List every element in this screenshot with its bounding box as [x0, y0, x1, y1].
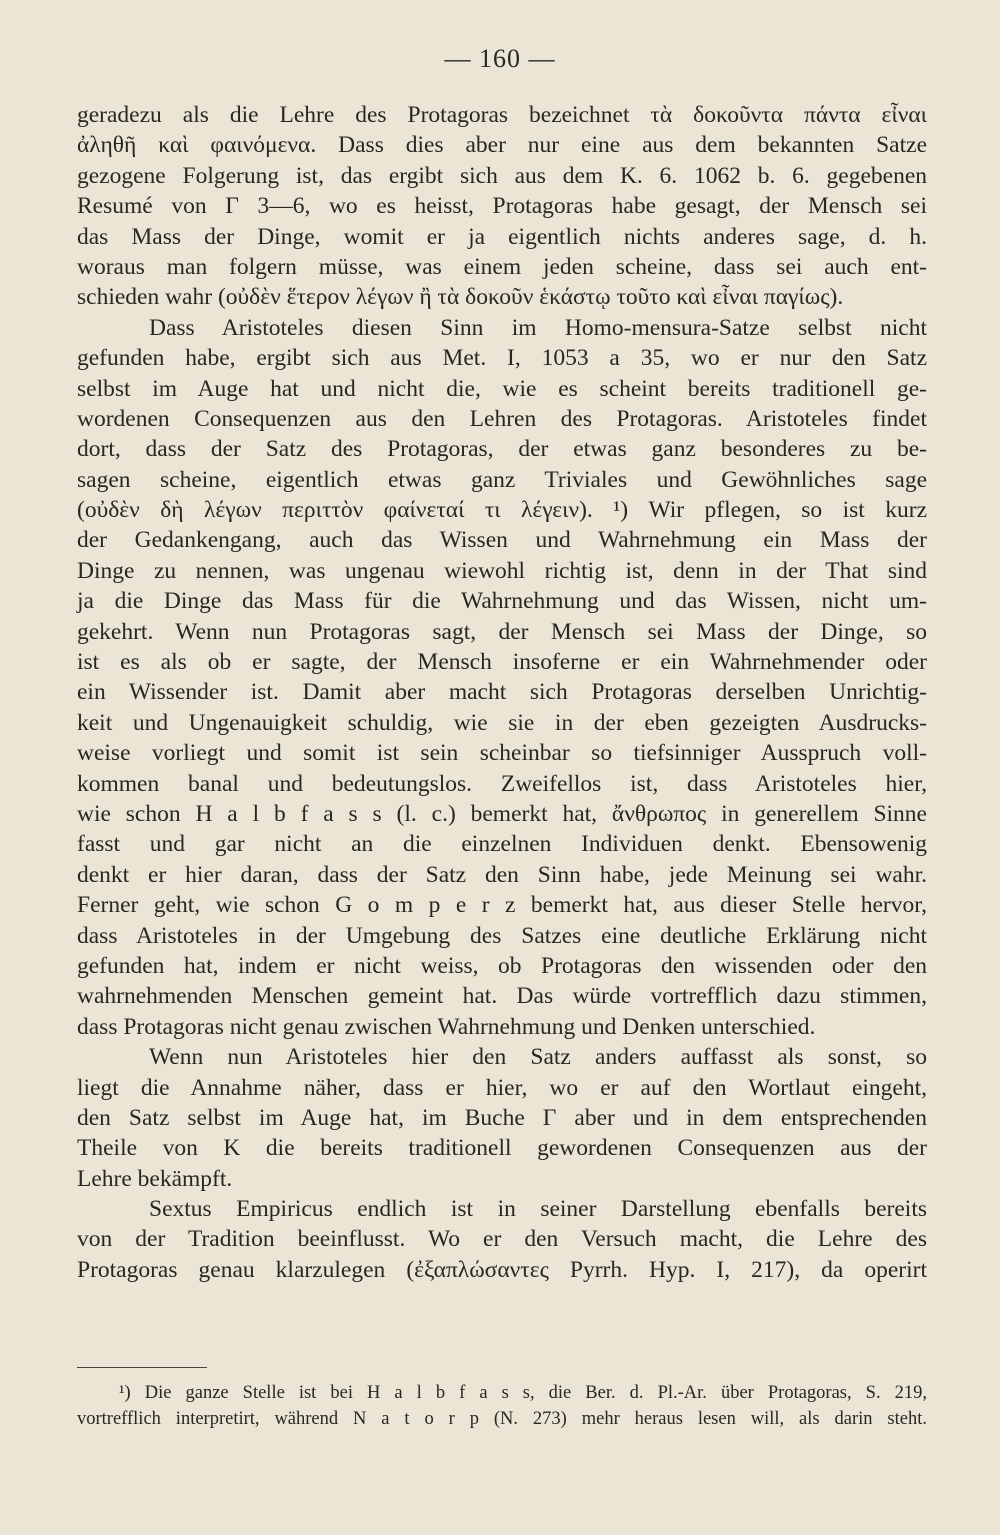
text-line: ἀληθῆ καὶ φαινόμενα. Dass dies aber nur eine aus dem bekannten Satze	[77, 132, 927, 159]
text-line: das Mass der Dinge, womit er ja eigentlich nichts anderes sage, d. h.	[77, 223, 927, 250]
text-line: (οὐδὲν δὴ λέγων περιττὸν φαίνεταί τι λέγειν). ¹) Wir pflegen, so ist kurz	[77, 497, 927, 524]
text-line: kommen banal und bedeutungslos. Zweifellos ist, dass Aristoteles hier,	[77, 770, 927, 797]
text-line: wahrnehmenden Menschen gemeint hat. Das würde vortrefflich dazu stimmen,	[77, 983, 927, 1010]
text-line: fasst und gar nicht an die einzelnen Individuen denkt. Ebensowenig	[77, 831, 927, 858]
text-line: ja die Dinge das Mass für die Wahrnehmung und das Wissen, nicht um-	[77, 588, 927, 615]
text-line: geradezu als die Lehre des Protagoras bezeichnet τὰ δοκοῦντα πάντα εἶναι	[77, 102, 927, 128]
text-line: der Gedankengang, auch das Wissen und Wahrnehmung ein Mass der	[77, 527, 927, 554]
text-line: gefunden habe, ergibt sich aus Met. I, 1053 a 35, wo er nur den Satz	[77, 345, 927, 372]
text-line: gefunden hat, indem er nicht weiss, ob Protagoras den wissenden oder den	[77, 952, 927, 979]
text-line: wordenen Consequenzen aus den Lehren des Protagoras. Aristoteles findet	[77, 405, 927, 432]
text-line: Wenn nun Aristoteles hier den Satz anders auffasst als sonst, so	[149, 1044, 927, 1071]
text-line: denkt er hier daran, dass der Satz den Sinn habe, jede Meinung sei wahr.	[77, 861, 927, 888]
text-line: Theile von K die bereits traditionell gewordenen Consequenzen aus der	[77, 1135, 927, 1162]
footnote-line: vortrefflich interpretirt, während N a t o r p (N. 273) mehr heraus lesen will, als darin steht.	[77, 1409, 927, 1429]
footnote-divider	[77, 1367, 207, 1368]
page-number: — 160 —	[444, 44, 556, 73]
footnote-line: ¹) Die ganze Stelle ist bei H a l b f a s s, die Ber. d. Pl.-Ar. über Protagoras, S. 219,	[119, 1383, 927, 1403]
text-line: ein Wissender ist. Damit aber macht sich Protagoras derselben Unrichtig-	[77, 679, 927, 706]
text-line: woraus man folgern müsse, was einem jeden scheine, dass sei auch ent-	[77, 253, 927, 280]
text-line: selbst im Auge hat und nicht die, wie es scheint bereits traditionell ge-	[77, 375, 927, 402]
text-line: schieden wahr (οὐδὲν ἕτερον λέγων ἢ τὰ δοκοῦν ἑκάστῳ τοῦτο καὶ εἶναι παγίως).	[77, 284, 844, 311]
text-line: gezogene Folgerung ist, das ergibt sich aus dem K. 6. 1062 b. 6. gegebenen	[77, 162, 927, 189]
text-line: dass Aristoteles in der Umgebung des Satzes eine deutliche Erklärung nicht	[77, 922, 927, 949]
text-line: keit und Ungenauigkeit schuldig, wie sie in der eben gezeigten Ausdrucks-	[77, 709, 927, 736]
text-line: Dinge zu nennen, was ungenau wiewohl richtig ist, denn in der That sind	[77, 557, 927, 584]
text-line: Protagoras genau klarzulegen (ἐξαπλώσαντες Pyrrh. Hyp. I, 217), da operirt	[77, 1256, 927, 1283]
text-line: dort, dass der Satz des Protagoras, der etwas ganz besonderes zu be-	[77, 436, 927, 463]
text-line: Ferner geht, wie schon G o m p e r z bemerkt hat, aus dieser Stelle hervor,	[77, 892, 927, 919]
text-line: liegt die Annahme näher, dass er hier, wo er auf den Wortlaut eingeht,	[77, 1074, 927, 1101]
text-line: Dass Aristoteles diesen Sinn im Homo-mensura-Satze selbst nicht	[149, 314, 927, 341]
text-line: Sextus Empiricus endlich ist in seiner Darstellung ebenfalls bereits	[149, 1196, 927, 1223]
text-line: dass Protagoras nicht genau zwischen Wahrnehmung und Denken unterschied.	[77, 1013, 816, 1040]
text-line: von der Tradition beeinflusst. Wo er den Versuch macht, die Lehre des	[77, 1226, 927, 1253]
text-line: gekehrt. Wenn nun Protagoras sagt, der Mensch sei Mass der Dinge, so	[77, 618, 927, 645]
text-line: wie schon H a l b f a s s (l. c.) bemerkt hat, ἄνθρωπος in generellem Sinne	[77, 800, 927, 827]
text-line: Lehre bekämpft.	[77, 1165, 233, 1192]
body-text	[77, 100, 927, 1285]
text-line: Resumé von Γ 3—6, wo es heisst, Protagoras habe gesagt, der Mensch sei	[77, 193, 927, 220]
text-line: ist es als ob er sagte, der Mensch insoferne er ein Wahrnehmender oder	[77, 649, 927, 676]
text-line: weise vorliegt und somit ist sein scheinbar so tiefsinniger Ausspruch voll-	[77, 740, 927, 767]
text-line: den Satz selbst im Auge hat, im Buche Γ aber und in dem entsprechenden	[77, 1104, 927, 1131]
footnote	[77, 1380, 927, 1432]
text-line: sagen scheine, eigentlich etwas ganz Triviales und Gewöhnliches sage	[77, 466, 927, 493]
